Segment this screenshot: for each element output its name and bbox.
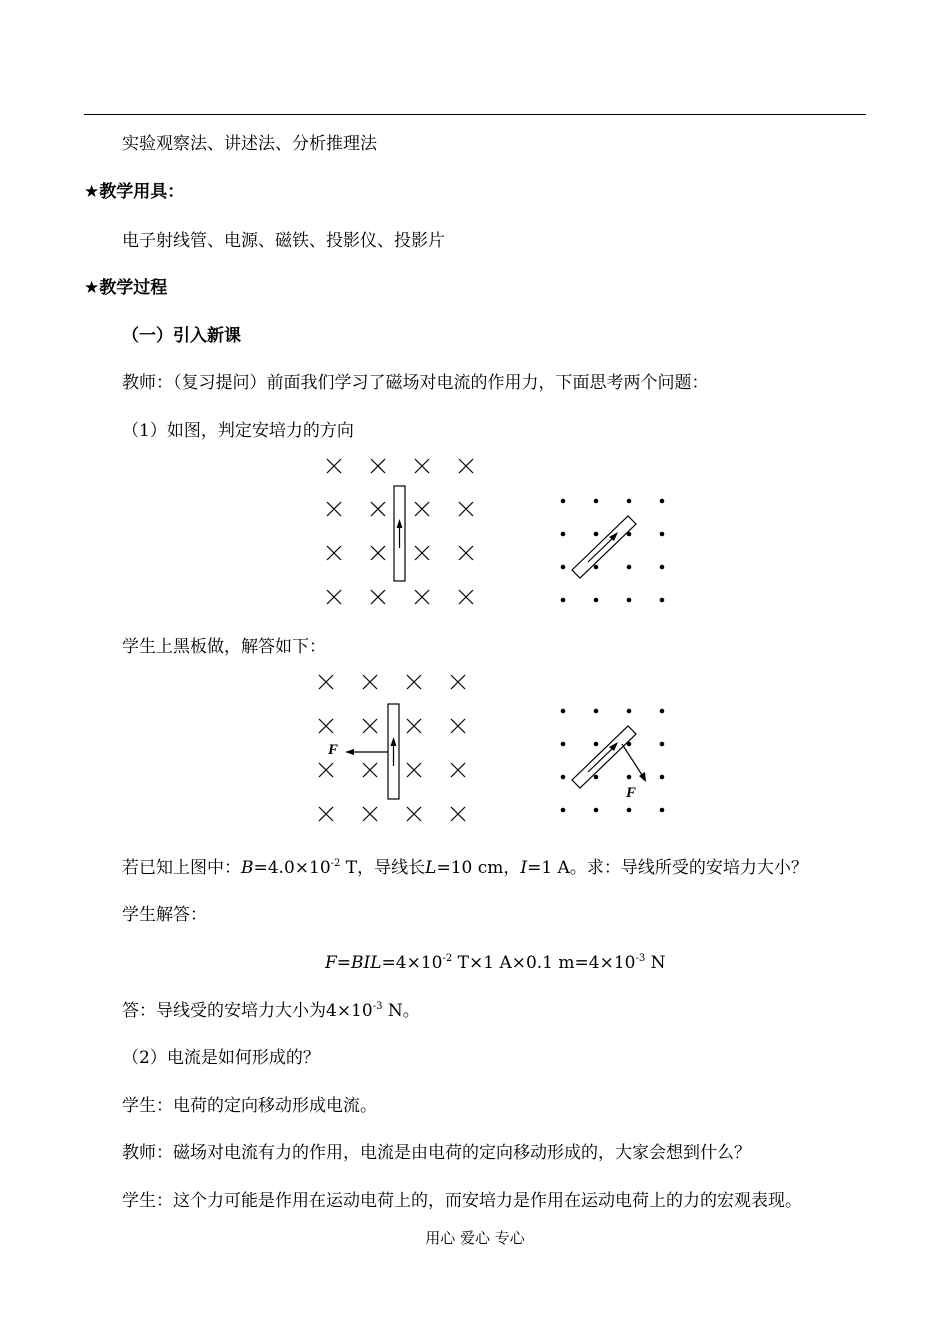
student-answer-label: 学生解答： [122, 905, 207, 925]
formula: $F=BIL=4\times 10^{-2}$ T×1 A×0.1 $m=4\times 10^{-3}$ N [325, 953, 666, 973]
dot-field-figure [552, 490, 677, 615]
teacher-intro: 教师：（复习提问）前面我们学习了磁场对电流的作用力，下面思考两个问题： [122, 373, 709, 393]
tools-text: 电子射线管、电源、磁铁、投影仪、投影片 [122, 231, 445, 251]
dot-marks [561, 499, 665, 603]
answer-text: 答：导线受的安培力大小为$4\times 10^{-3}$ N。 [122, 1001, 420, 1021]
methods-text: 实验观察法、讲述法、分析推理法 [122, 134, 377, 154]
page-footer: 用心 爱心 专心 [425, 1229, 525, 1247]
section1-heading: （一）引入新课 [122, 326, 241, 346]
student-reply-1: 学生：电荷的定向移动形成电流。 [122, 1096, 377, 1116]
student-reply-2: 学生：这个力可能是作用在运动电荷上的，而安培力是作用在运动电荷上的力的宏观表现。 [122, 1191, 802, 1211]
student-board-text: 学生上黑板做，解答如下： [122, 637, 326, 657]
process-heading: ★教学过程 [84, 278, 168, 298]
teacher-question: 教师：磁场对电流有力的作用，电流是由电荷的定向移动形成的，大家会想到什么？ [122, 1143, 751, 1163]
force-arrow-left [345, 749, 388, 755]
force-label-right: F [626, 785, 637, 801]
tilted-current-arrow-answer [588, 742, 618, 772]
dot-marks-answer [561, 709, 665, 813]
question-2: （2）电流是如何形成的？ [122, 1048, 320, 1068]
tilted-current-arrow [588, 532, 618, 562]
given-values: 若已知上图中：$B=4.0\times 10^{-2}$ T，导线长L=10 cm，I=1 A。求：导线所受的安培力大小？ [122, 858, 808, 878]
dot-field-answer-figure [552, 700, 677, 830]
tools-heading: ★教学用具： [84, 182, 185, 202]
force-arrow-diagonal [622, 744, 646, 782]
cross-field-figure [318, 452, 488, 612]
header-rule [84, 114, 866, 115]
question-1: （1）如图，判定安培力的方向 [122, 421, 354, 441]
force-label-left: F [328, 742, 339, 758]
cross-field-answer-figure [312, 668, 492, 830]
